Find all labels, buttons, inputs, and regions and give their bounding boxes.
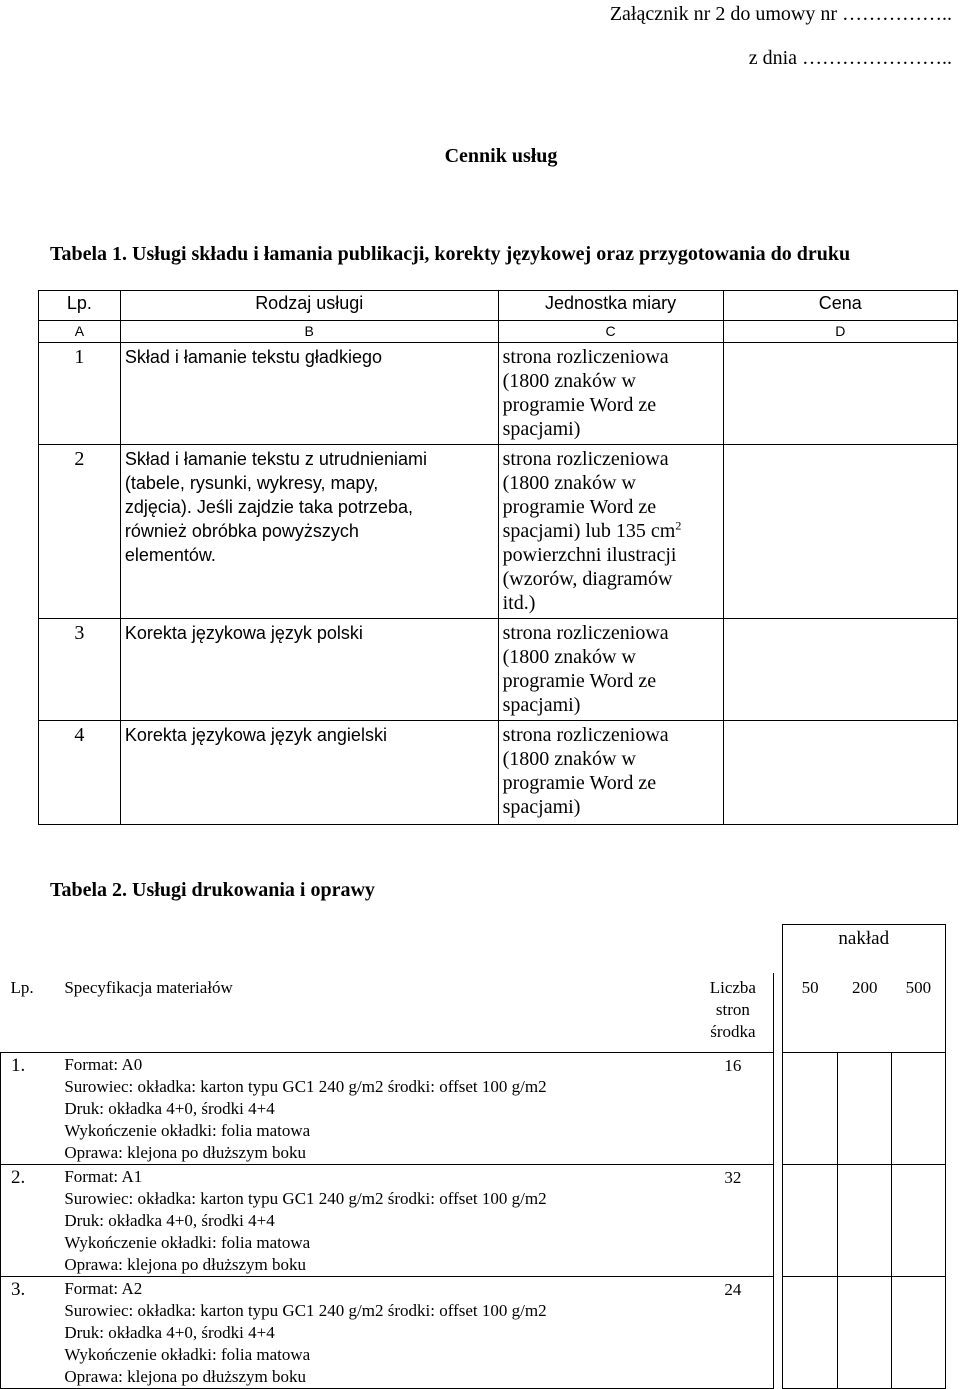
attachment-line: Załącznik nr 2 do umowy nr ……………..	[609, 3, 952, 25]
unit-line: (1800 znaków w	[502, 748, 636, 770]
qty-cell[interactable]	[782, 1053, 838, 1165]
letter-c: C	[498, 321, 723, 343]
row-number: 2.	[1, 1165, 61, 1277]
qty-cell[interactable]	[838, 1165, 892, 1277]
unit-line: programie Word ze	[502, 670, 657, 692]
pages-count: 16	[693, 1053, 773, 1165]
qty-cell[interactable]	[782, 1165, 838, 1277]
table1-header-service: Rodzaj usługi	[120, 291, 498, 321]
naklad-200: 200	[851, 977, 878, 997]
unit-cell	[498, 619, 723, 721]
price-cell[interactable]	[723, 721, 957, 825]
unit-line	[503, 519, 719, 543]
service-name	[120, 721, 498, 825]
spec-cell	[60, 1053, 693, 1165]
naklad-500: 500	[892, 973, 946, 1053]
table-row	[1, 1165, 946, 1277]
unit-line: powierzchni ilustracji	[502, 544, 677, 566]
naklad-row	[1, 925, 946, 973]
table-row	[1, 1277, 946, 1389]
table1-header-unit: Jednostka miary	[498, 291, 723, 321]
unit-line: spacjami)	[502, 694, 581, 716]
table2-header-spec: Specyfikacja materiałów	[64, 977, 233, 997]
price-cell[interactable]	[723, 343, 957, 445]
spec-cell	[60, 1277, 693, 1389]
table1-header-price: Cena	[723, 291, 957, 321]
naklad-50: 50	[782, 973, 838, 1053]
services-table	[38, 290, 958, 825]
unit-cell	[498, 721, 723, 825]
header-line: środka	[710, 1021, 756, 1041]
spec-line: Format: A2	[64, 1279, 143, 1298]
unit-cell	[498, 445, 723, 619]
spec-line: Oprawa: klejona po dłuższym boku	[64, 1143, 307, 1162]
spec-cell	[60, 1165, 693, 1277]
unit-text: spacjami) lub 135 cm	[502, 520, 676, 542]
unit-line: (1800 znaków w	[502, 646, 636, 668]
qty-cell[interactable]	[892, 1053, 946, 1165]
page-title: Cennik usług	[444, 145, 558, 167]
row-number: 3.	[1, 1277, 61, 1389]
unit-cell	[498, 343, 723, 445]
table-row	[39, 721, 958, 825]
service-line: Skład i łamanie tekstu gładkiego	[124, 347, 382, 367]
service-line: zdjęcia). Jeśli zajdzie taka potrzeba,	[124, 497, 413, 517]
pages-count: 24	[693, 1277, 773, 1389]
table-row	[1, 1053, 946, 1165]
service-line: również obróbka powyższych	[124, 521, 359, 541]
naklad-header: nakład	[782, 925, 945, 973]
qty-cell[interactable]	[892, 1165, 946, 1277]
qty-cell[interactable]	[782, 1277, 838, 1389]
price-cell[interactable]	[723, 445, 957, 619]
pages-count: 32	[693, 1165, 773, 1277]
unit-line: (1800 znaków w	[502, 370, 636, 392]
header-line: stron	[715, 999, 750, 1019]
row-number: 1	[39, 343, 121, 445]
letter-a: A	[39, 321, 121, 343]
spec-line: Surowiec: okładka: karton typu GC1 240 g/m2 środki: offset 100 g/m2	[64, 1077, 547, 1096]
row-number: 2	[39, 445, 121, 619]
unit-line: programie Word ze	[502, 772, 657, 794]
table1-header-lp: Lp.	[39, 291, 121, 321]
price-cell[interactable]	[723, 619, 957, 721]
unit-line: spacjami)	[502, 418, 581, 440]
unit-line: strona rozliczeniowa	[502, 346, 669, 368]
table2-header-lp: Lp.	[10, 977, 34, 997]
qty-cell[interactable]	[838, 1277, 892, 1389]
service-line: Korekta językowa język angielski	[124, 725, 387, 745]
table-row	[39, 445, 958, 619]
spec-line: Druk: okładka 4+0, środki 4+4	[64, 1211, 275, 1230]
spec-line: Surowiec: okładka: karton typu GC1 240 g/m2 środki: offset 100 g/m2	[64, 1189, 547, 1208]
unit-line: programie Word ze	[502, 394, 657, 416]
table2-header-row	[1, 973, 946, 1053]
qty-cell[interactable]	[838, 1053, 892, 1165]
spec-line: Oprawa: klejona po dłuższym boku	[64, 1367, 307, 1386]
row-number: 4	[39, 721, 121, 825]
service-name	[120, 619, 498, 721]
spec-line: Druk: okładka 4+0, środki 4+4	[64, 1323, 275, 1342]
unit-line: (1800 znaków w	[502, 472, 636, 494]
spec-line: Oprawa: klejona po dłuższym boku	[64, 1255, 307, 1274]
unit-line: programie Word ze	[502, 496, 657, 518]
spec-line: Wykończenie okładki: folia matowa	[64, 1345, 311, 1364]
table-row	[39, 619, 958, 721]
service-name	[120, 343, 498, 445]
spec-line: Format: A0	[64, 1055, 143, 1074]
printing-table	[0, 924, 946, 1389]
service-line: Korekta językowa język polski	[124, 623, 363, 643]
date-line: z dnia …………………..	[748, 47, 952, 69]
spec-line: Format: A1	[64, 1167, 143, 1186]
unit-line: strona rozliczeniowa	[502, 724, 669, 746]
unit-superscript: 2	[675, 518, 682, 533]
table-row	[39, 343, 958, 445]
table2-caption: Tabela 2. Usługi drukowania i oprawy	[50, 879, 375, 901]
unit-line: spacjami)	[502, 796, 581, 818]
unit-line: strona rozliczeniowa	[502, 448, 669, 470]
spec-line: Surowiec: okładka: karton typu GC1 240 g/m2 środki: offset 100 g/m2	[64, 1301, 547, 1320]
table1-letter-row	[39, 321, 958, 343]
letter-b: B	[120, 321, 498, 343]
table1-caption: Tabela 1. Usługi składu i łamania publikacji, korekty językowej oraz przygotowania do druku	[50, 243, 851, 265]
spec-line: Wykończenie okładki: folia matowa	[64, 1233, 311, 1252]
row-number: 1.	[1, 1053, 61, 1165]
unit-line: (wzorów, diagramów	[502, 568, 673, 590]
service-name	[120, 445, 498, 619]
unit-line: strona rozliczeniowa	[502, 622, 669, 644]
row-number: 3	[39, 619, 121, 721]
service-line: Skład i łamanie tekstu z utrudnieniami	[124, 449, 427, 469]
table2-header-pages	[693, 973, 773, 1053]
service-line: elementów.	[124, 545, 216, 565]
qty-cell[interactable]	[892, 1277, 946, 1389]
spec-line: Wykończenie okładki: folia matowa	[64, 1121, 311, 1140]
unit-line: itd.)	[502, 592, 536, 614]
table1-header-row	[39, 291, 958, 321]
spec-line: Druk: okładka 4+0, środki 4+4	[64, 1099, 275, 1118]
service-line: (tabele, rysunki, wykresy, mapy,	[124, 473, 379, 493]
letter-d: D	[723, 321, 957, 343]
header-line: Liczba	[709, 977, 756, 997]
